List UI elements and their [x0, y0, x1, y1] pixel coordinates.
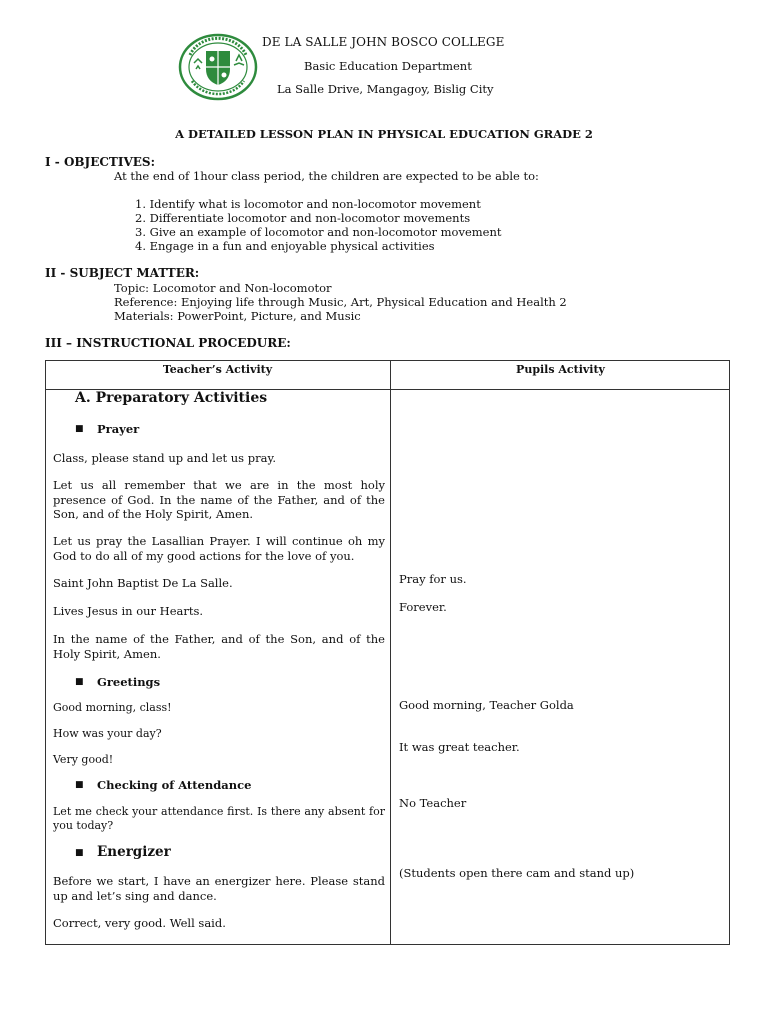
objective-item: 4. Engage in a fun and enjoyable physical activities: [135, 239, 435, 253]
objectives-intro: At the end of 1hour class period, the children are expected to be able to:: [114, 169, 539, 183]
pupil-line: Good morning, Teacher Golda: [399, 698, 574, 712]
teacher-line: Let me check your attendance first. Is there any absent for you today?: [53, 805, 385, 832]
document-title: A DETAILED LESSON PLAN IN PHYSICAL EDUCATION GRADE 2: [175, 127, 593, 141]
department-name: Basic Education Department: [304, 59, 472, 73]
teacher-line: Saint John Baptist De La Salle.: [53, 576, 233, 590]
objective-item: 2. Differentiate locomotor and non-locomotor movements: [135, 211, 471, 225]
bullet-icon: ■: [75, 848, 84, 858]
teacher-line: Lives Jesus in our Hearts.: [53, 604, 204, 618]
pupil-line: It was great teacher.: [399, 740, 520, 754]
objective-item: 3. Give an example of locomotor and non-locomotor movement: [135, 225, 502, 239]
topic-line: Topic: Locomotor and Non-locomotor: [114, 281, 332, 295]
teacher-line: Let us pray the Lasallian Prayer. I will continue oh my God to do all of my good actions for the love of you.: [53, 534, 385, 563]
school-address: La Salle Drive, Mangagoy, Bislig City: [277, 82, 494, 96]
pupil-line: (Students open there cam and stand up): [399, 866, 635, 880]
attendance-label: Checking of Attendance: [97, 778, 252, 792]
prayer-label: Prayer: [97, 422, 140, 436]
bullet-icon: ■: [75, 780, 84, 790]
table-column-divider: [390, 360, 391, 945]
greetings-label: Greetings: [97, 675, 161, 689]
procedure-heading: III – INSTRUCTIONAL PROCEDURE:: [45, 336, 291, 350]
bullet-icon: ■: [75, 677, 84, 687]
teacher-line: In the name of the Father, and of the Son, and of the Holy Spirit, Amen.: [53, 632, 385, 661]
energizer-label: Energizer: [97, 844, 171, 860]
subject-matter-heading: II - SUBJECT MATTER:: [45, 266, 200, 280]
teacher-line: Correct, very good. Well said.: [53, 916, 226, 930]
school-seal-logo: [178, 33, 258, 101]
teacher-line: Let us all remember that we are in the most holy presence of God. In the name of the Father, and of the Son, and of the Holy Spirit, Amen.: [53, 478, 385, 521]
teacher-line: How was your day?: [53, 727, 162, 740]
pupil-line: Forever.: [399, 600, 447, 614]
pupil-line: Pray for us.: [399, 572, 467, 586]
preparatory-activities-heading: A. Preparatory Activities: [75, 390, 268, 406]
teacher-activity-header: Teacher’s Activity: [162, 363, 273, 376]
pupils-activity-header: Pupils Activity: [516, 363, 605, 376]
pupil-line: No Teacher: [399, 796, 467, 810]
materials-line: Materials: PowerPoint, Picture, and Music: [114, 309, 361, 323]
objectives-heading: I - OBJECTIVES:: [45, 155, 156, 169]
teacher-line: Before we start, I have an energizer here. Please stand up and let’s sing and dance.: [53, 874, 385, 903]
objective-item: 1. Identify what is locomotor and non-locomotor movement: [135, 197, 481, 211]
teacher-line: Good morning, class!: [53, 701, 172, 714]
bullet-icon: ■: [75, 424, 84, 434]
reference-line: Reference: Enjoying life through Music, Art, Physical Education and Health 2: [114, 295, 567, 309]
teacher-line: Class, please stand up and let us pray.: [53, 451, 277, 465]
teacher-line: Very good!: [53, 753, 114, 766]
school-name: DE LA SALLE JOHN BOSCO COLLEGE: [262, 35, 505, 49]
